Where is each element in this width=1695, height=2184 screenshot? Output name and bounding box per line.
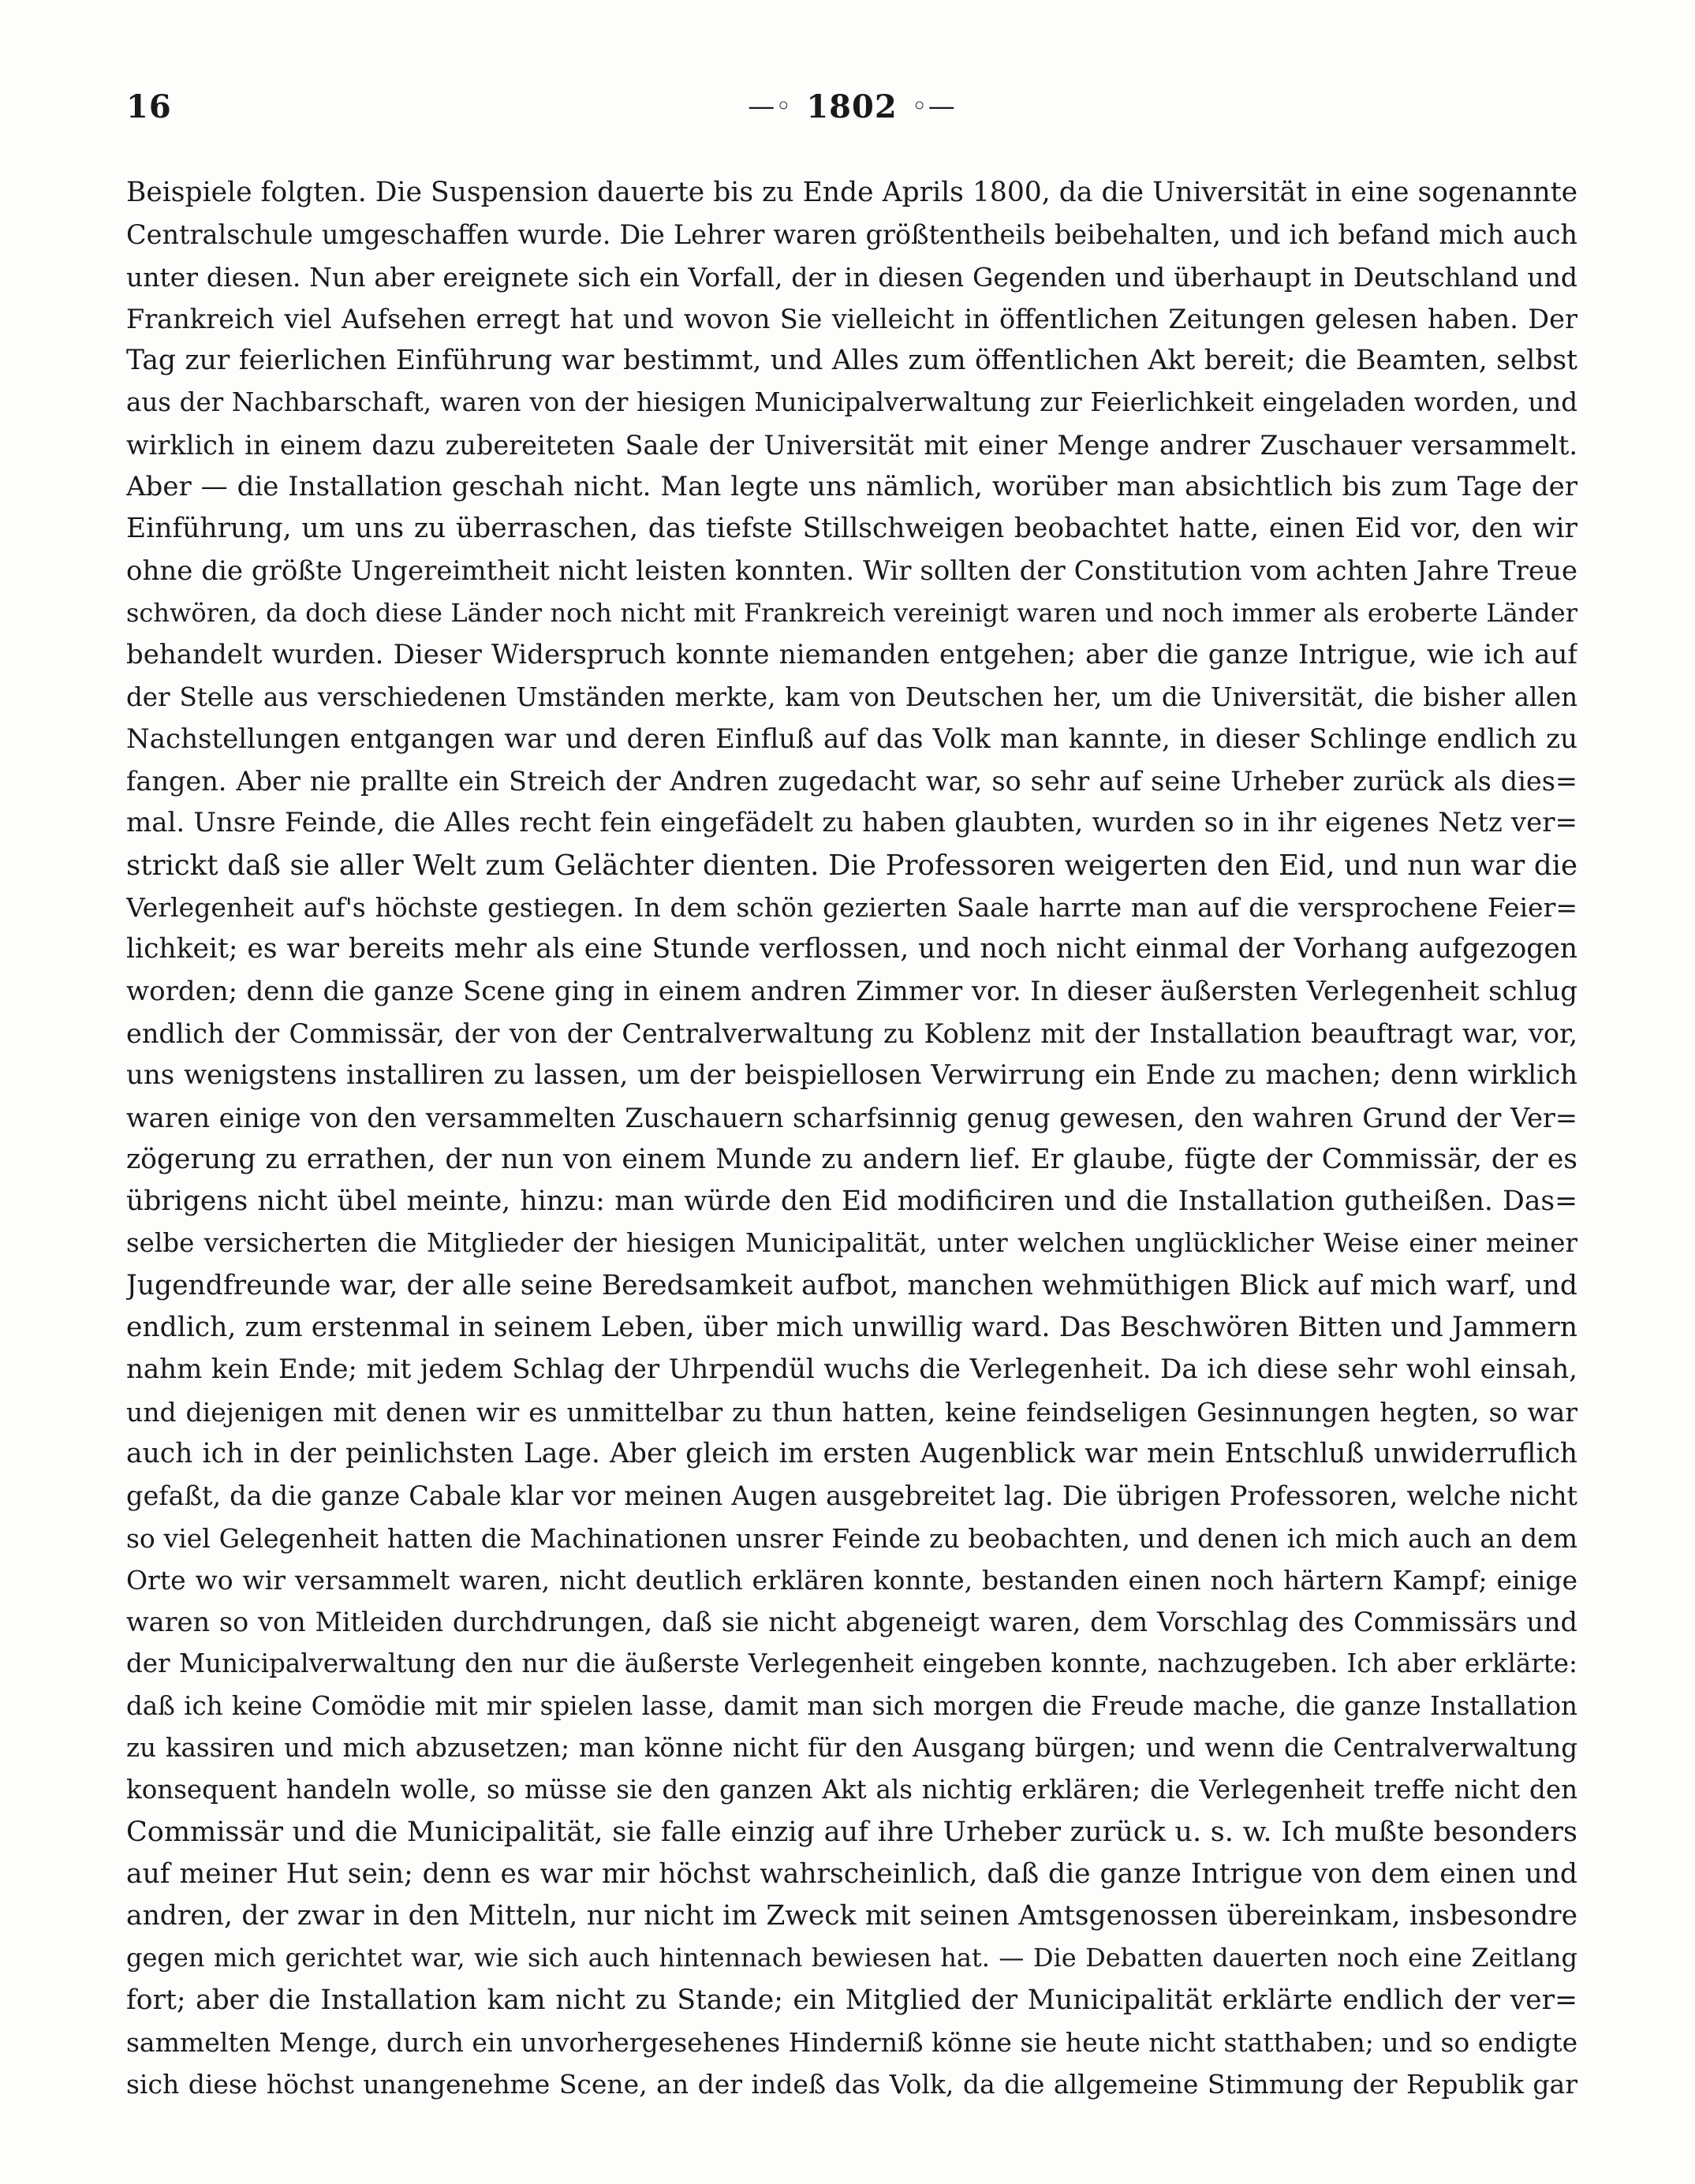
ornament-left: —◦ [748, 91, 793, 122]
text-line: daß ich keine Comödie mit mir spielen lasse, damit man sich morgen die Freude mache, die ganze Installation [126, 1690, 1577, 1721]
running-head [126, 88, 1577, 125]
text-line: uns wenigstens installiren zu lassen, um der beispiellosen Verwirrung ein Ende zu machen; denn wirklich [126, 1059, 1577, 1092]
text-line: auf meiner Hut sein; denn es war mir höchst wahrscheinlich, daß die ganze Intrigue von dem einen und [126, 1857, 1577, 1890]
text-line: waren einige von den versammelten Zuschauern scharfsinnig genug gewesen, den wahren Grund der Ver= [126, 1102, 1577, 1133]
running-head-year: 1802 [806, 88, 898, 125]
text-line: schwören, da doch diese Länder noch nicht mit Frankreich vereinigt waren und noch immer als eroberte Länder [126, 597, 1577, 628]
text-line: konsequent handeln wolle, so müsse sie den ganzen Akt als nichtig erklären; die Verlegenheit treffe nicht den [126, 1775, 1577, 1805]
text-line: auch ich in der peinlichsten Lage. Aber gleich im ersten Augenblick war mein Entschluß unwiderruflich [126, 1437, 1577, 1469]
text-line: Verlegenheit auf's höchste gestiegen. In dem schön gezierten Saale harrte man auf die versprochene Feier= [126, 892, 1577, 924]
body-text [126, 172, 1577, 2106]
page-header [126, 88, 1577, 136]
text-line: sich diese höchst unangenehme Scene, an der indeß das Volk, da die allgemeine Stimmung der Republik gar [126, 2069, 1577, 2100]
text-line: Frankreich viel Aufsehen erregt hat und wovon Sie vielleicht in öffentlichen Zeitungen gelesen haben. Der [126, 303, 1577, 334]
text-line: zu kassiren und mich abzusetzen; man könne nicht für den Ausgang bürgen; und wenn die Centralverwaltung [126, 1732, 1577, 1763]
text-line: Tag zur feierlichen Einführung war bestimmt, und Alles zum öffentlichen Akt bereit; die Beamten, selbst [126, 345, 1577, 377]
text-line: so viel Gelegenheit hatten die Machinationen unsrer Feinde zu beobachten, und denen ich mich auch an dem [126, 1522, 1577, 1554]
text-line: der Stelle aus verschiedenen Umständen merkte, kam von Deutschen her, um die Universität, die bisher allen [126, 681, 1577, 712]
text-line: Jugendfreunde war, der alle seine Beredsamkeit aufbot, manchen wehmüthigen Blick auf mich warf, und [126, 1269, 1577, 1301]
text-line: andren, der zwar in den Mitteln, nur nicht im Zweck mit seinen Amtsgenossen übereinkam, insbesondre [126, 1900, 1577, 1932]
text-line: behandelt wurden. Dieser Widerspruch konnte niemanden entgehen; aber die ganze Intrigue, wie ich auf [126, 639, 1577, 671]
text-line: nahm kein Ende; mit jedem Schlag der Uhrpendül wuchs die Verlegenheit. Da ich diese sehr wohl einsah, [126, 1353, 1577, 1386]
text-line: aus der Nachbarschaft, waren von der hiesigen Municipalverwaltung zur Feierlichkeit eingeladen worden, und [126, 387, 1577, 418]
text-line: gefaßt, da die ganze Cabale klar vor meinen Augen ausgebreitet lag. Die übrigen Professoren, welche nicht [126, 1480, 1577, 1512]
text-line: Orte wo wir versammelt waren, nicht deutlich erklären konnte, bestanden einen noch härtern Kampf; einige [126, 1564, 1577, 1596]
text-line: Centralschule umgeschaffen wurde. Die Lehrer waren größtentheils beibehalten, und ich befand mich auch [126, 219, 1577, 251]
text-line: unter diesen. Nun aber ereignete sich ein Vorfall, der in diesen Gegenden und überhaupt in Deutschland und [126, 261, 1577, 293]
text-line: Nachstellungen entgangen war und deren Einfluß auf das Volk man kannte, in dieser Schlinge endlich zu [126, 722, 1577, 755]
text-line: Einführung, um uns zu überraschen, das tiefste Stillschweigen beobachtet hatte, einen Eid vor, den wir [126, 513, 1577, 545]
text-line: ohne die größte Ungereimtheit nicht leisten konnten. Wir sollten der Constitution vom achten Jahre Treue [126, 554, 1577, 587]
text-line: selbe versicherten die Mitglieder der hiesigen Municipalität, unter welchen unglücklicher Weise einer meiner [126, 1228, 1577, 1259]
text-line: endlich der Commissär, der von der Centralverwaltung zu Koblenz mit der Installation beauftragt war, vor, [126, 1017, 1577, 1049]
text-line: übrigens nicht übel meinte, hinzu: man würde den Eid modificiren und die Installation gutheißen. Das= [126, 1185, 1577, 1218]
text-line: wirklich in einem dazu zubereiteten Saale der Universität mit einer Menge andrer Zuschauer versammelt. [126, 429, 1577, 461]
text-line: gegen mich gerichtet war, wie sich auch hintennach bewiesen hat. — Die Debatten dauerten noch eine Zeitlang [126, 1943, 1577, 1973]
text-line: sammelten Menge, durch ein unvorhergesehenes Hinderniß könne sie heute nicht statthaben; und so endigte [126, 2027, 1577, 2059]
text-line: waren so von Mitleiden durchdrungen, daß sie nicht abgeneigt waren, dem Vorschlag des Commissärs und [126, 1607, 1577, 1638]
text-line: strickt daß sie aller Welt zum Gelächter dienten. Die Professoren weigerten den Eid, und nun war die [126, 849, 1577, 882]
text-line: mal. Unsre Feinde, die Alles recht fein eingefädelt zu haben glaubten, wurden so in ihr eigenes Netz ver= [126, 807, 1577, 839]
text-line: endlich, zum erstenmal in seinem Leben, über mich unwillig ward. Das Beschwören Bitten und Jammern [126, 1312, 1577, 1344]
page-number: 16 [126, 88, 172, 125]
ornament-right: ◦— [911, 91, 956, 122]
text-line: Beispiele folgten. Die Suspension dauerte bis zu Ende Aprils 1800, da die Universität in eine sogenannte [126, 177, 1577, 208]
text-line: und diejenigen mit denen wir es unmittelbar zu thun hatten, keine feindseligen Gesinnungen hegten, so war [126, 1396, 1577, 1428]
text-line: zögerung zu errathen, der nun von einem Munde zu andern lief. Er glaube, fügte der Commissär, der es [126, 1143, 1577, 1175]
text-line: worden; denn die ganze Scene ging in einem andren Zimmer vor. In dieser äußersten Verlegenheit schlug [126, 975, 1577, 1007]
text-line: der Municipalverwaltung den nur die äußerste Verlegenheit eingeben konnte, nachzugeben. Ich aber erklärte: [126, 1648, 1577, 1679]
text-line: fangen. Aber nie prallte ein Streich der Andren zugedacht war, so sehr auf seine Urheber zurück als dies= [126, 766, 1577, 797]
text-line: lichkeit; es war bereits mehr als eine Stunde verflossen, und noch nicht einmal der Vorhang aufgezogen [126, 933, 1577, 965]
text-line: Commissär und die Municipalität, sie falle einzig auf ihre Urheber zurück u. s. w. Ich mußte besonders [126, 1816, 1577, 1848]
text-line: fort; aber die Installation kam nicht zu Stande; ein Mitglied der Municipalität erklärte endlich der ver= [126, 1984, 1577, 2016]
text-line: Aber — die Installation geschah nicht. Man legte uns nämlich, worüber man absichtlich bis zum Tage der [126, 471, 1577, 503]
